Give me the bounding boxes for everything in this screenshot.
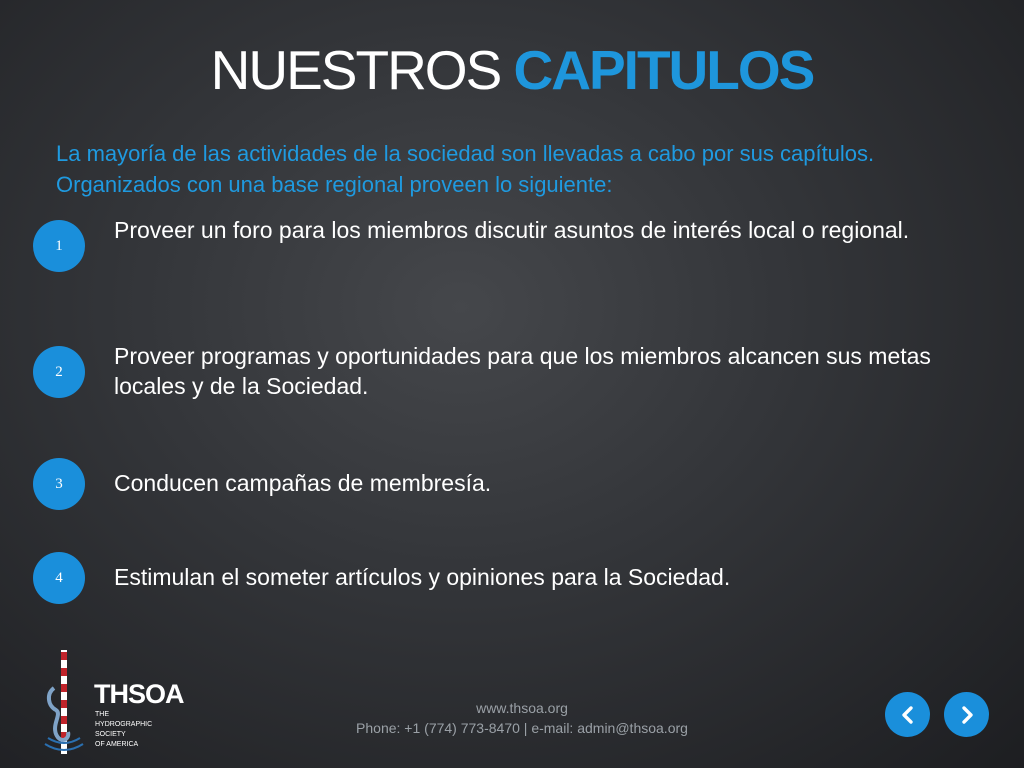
footer xyxy=(300,698,744,738)
footer-website[interactable]: www.thsoa.org xyxy=(476,700,568,716)
chevron-right-icon xyxy=(957,705,977,725)
logo-subtitle xyxy=(95,710,152,750)
title-part-1: NUESTROS xyxy=(210,39,514,101)
thsoa-logo xyxy=(40,648,184,763)
number-badge: 4 xyxy=(33,552,85,604)
intro-text: La mayoría de las actividades de la sociedad son llevadas a cabo por sus capítulos. Organizados con una base regional proveen lo siguiente: xyxy=(56,141,875,197)
previous-slide-button[interactable] xyxy=(885,692,930,737)
next-slide-button[interactable] xyxy=(944,692,989,737)
logo-title: THSOA xyxy=(94,679,184,709)
logo-subtitle-line: HYDROGRAPHIC xyxy=(95,721,153,728)
seahorse-logo-icon xyxy=(40,648,90,763)
item-text: Proveer un foro para los miembros discutir asuntos de interés local o regional. xyxy=(114,217,910,243)
item-text: Conducen campañas de membresía. xyxy=(114,470,492,496)
footer-contact: Phone: +1 (774) 773-8470 | e-mail: admin@thsoa.org xyxy=(356,720,688,736)
number-badge: 1 xyxy=(33,220,85,272)
number-badge: 2 xyxy=(33,346,85,398)
logo-subtitle-line: SOCIETY xyxy=(95,731,126,738)
number-badge: 3 xyxy=(33,458,85,510)
item-text: Proveer programas y oportunidades para que los miembros alcancen sus metas locales y de la Sociedad. xyxy=(114,343,931,399)
title-part-2: CAPITULOS xyxy=(513,39,814,101)
logo-subtitle-line: OF AMERICA xyxy=(95,741,139,748)
item-text: Estimulan el someter artículos y opiniones para la Sociedad. xyxy=(114,564,731,590)
chevron-left-icon xyxy=(898,705,918,725)
logo-subtitle-line: THE xyxy=(95,711,109,718)
